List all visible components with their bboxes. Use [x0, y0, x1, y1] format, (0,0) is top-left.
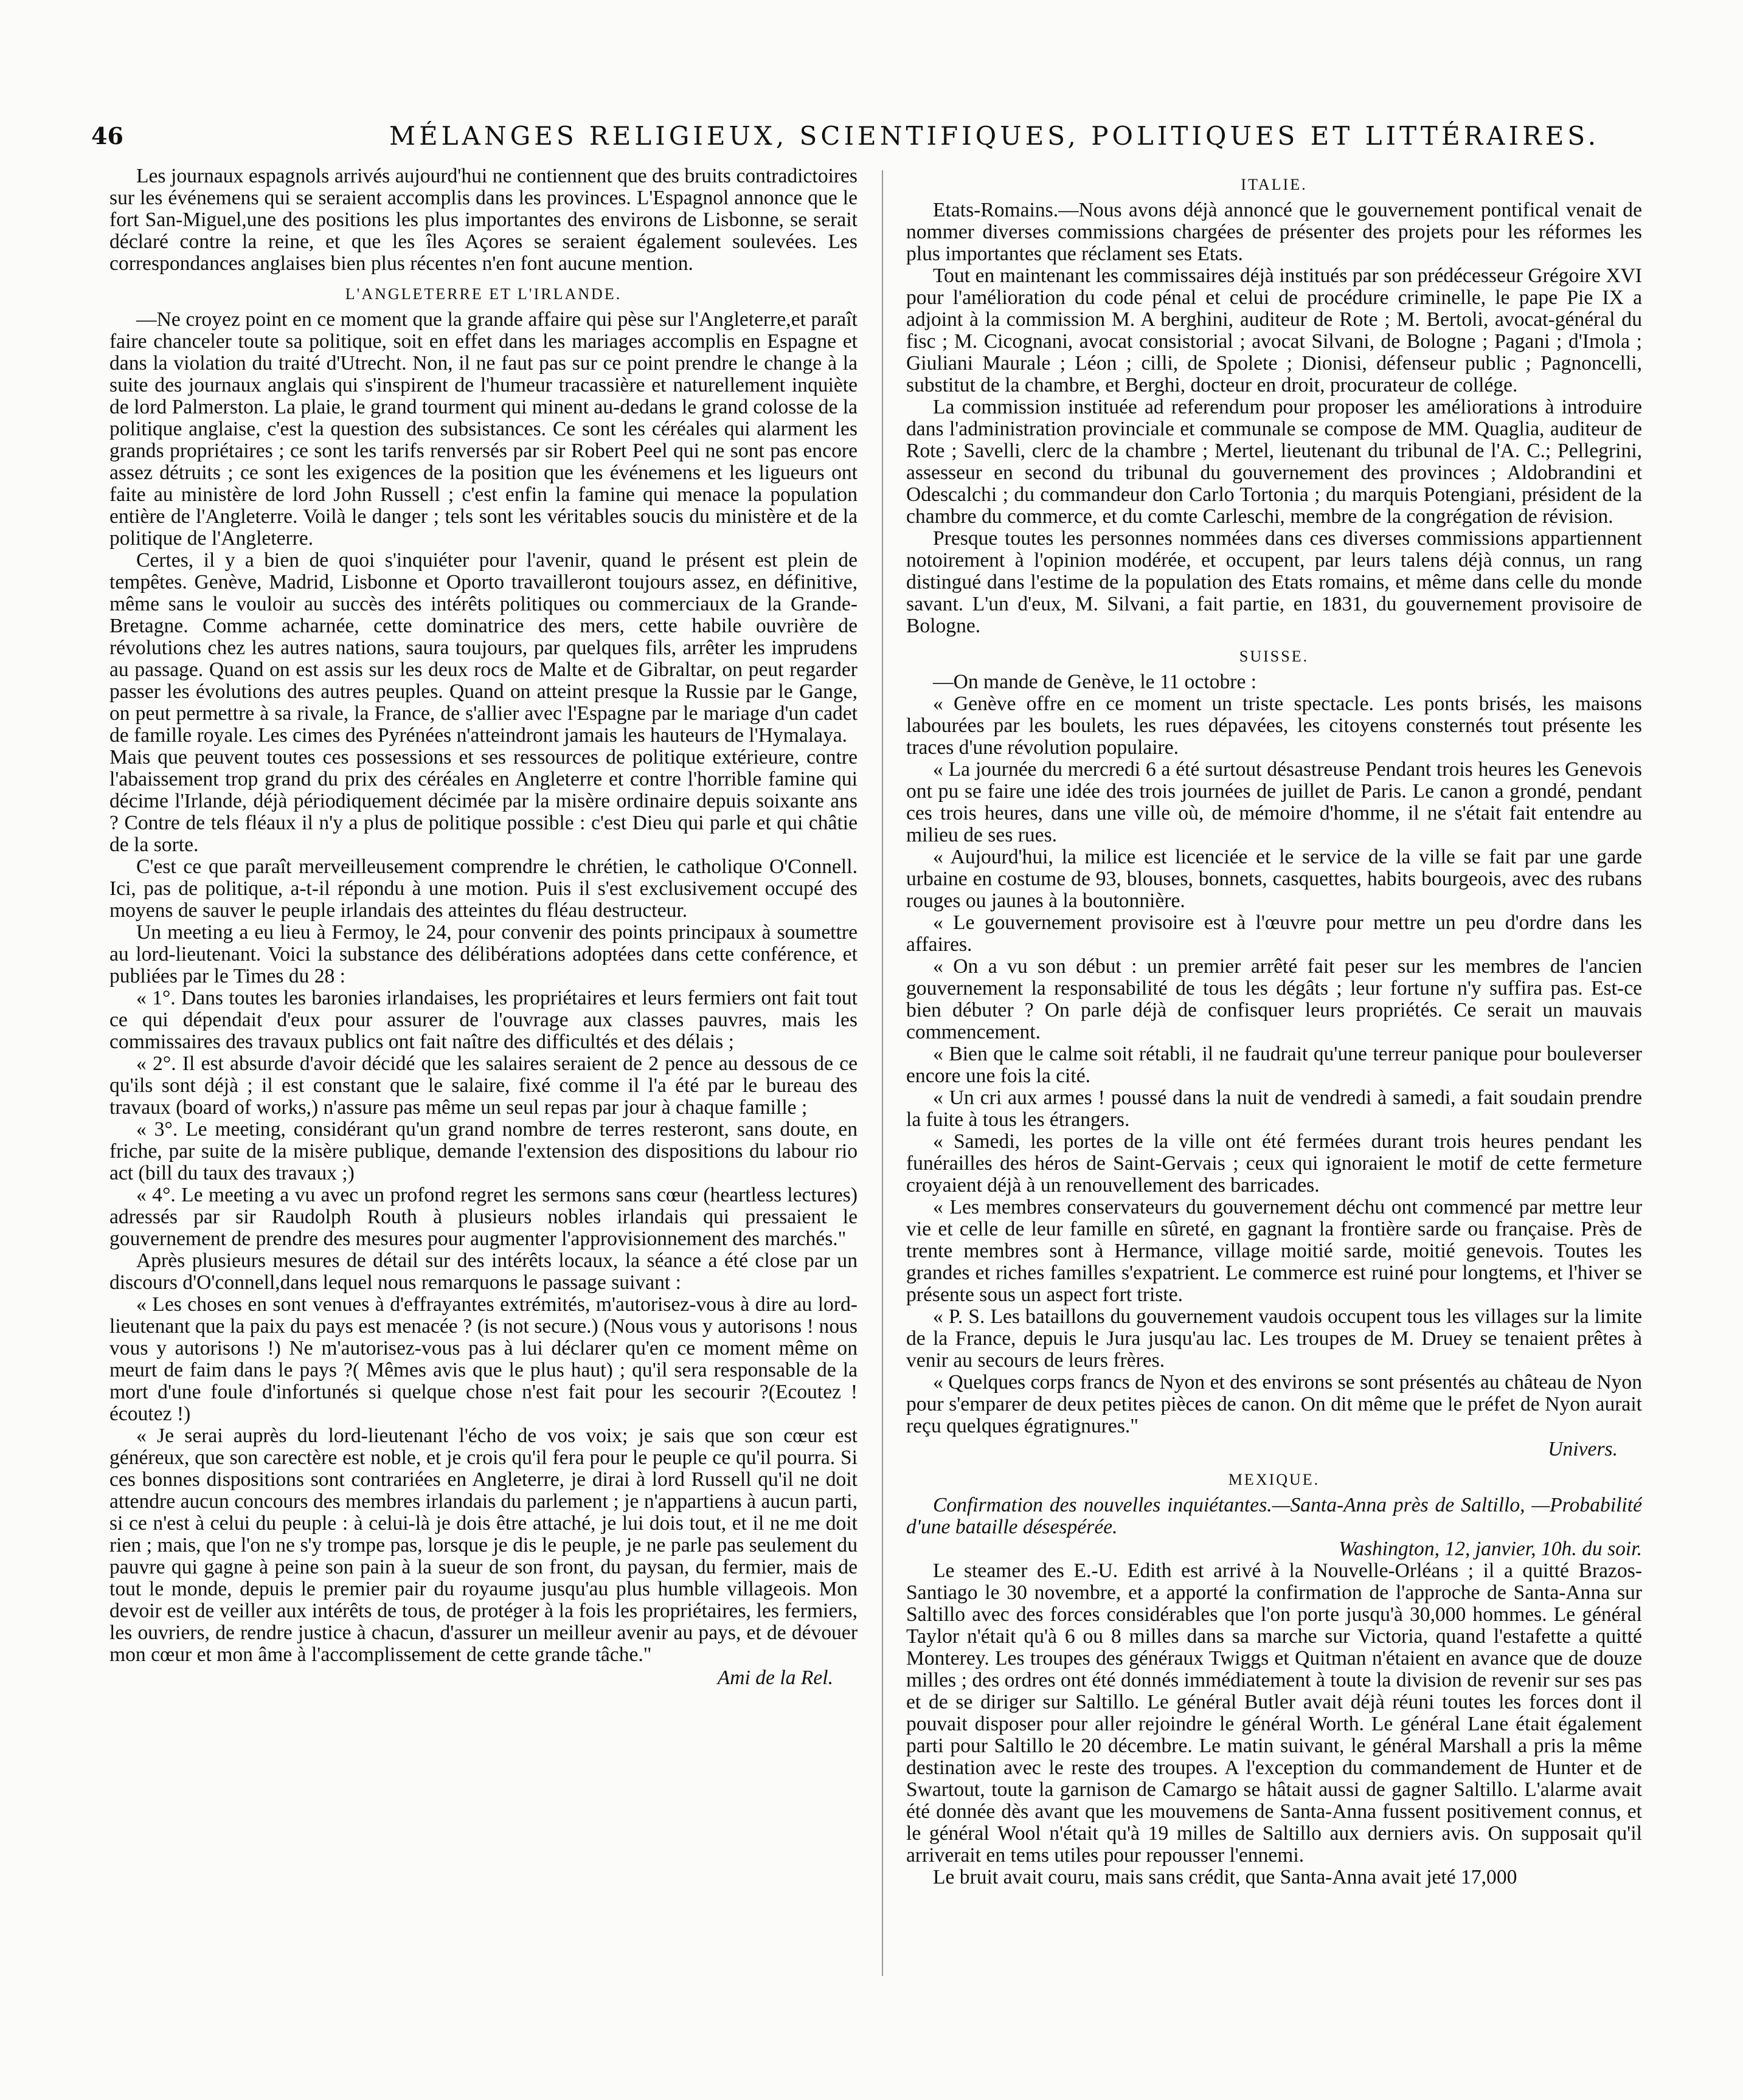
- article-paragraph: Un meeting a eu lieu à Fermoy, le 24, pour convenir des points principaux à soumettre au lord-lieutenant. Voici la substance des délibérations adoptées dans cette conférence, et publiées par le Times du 28 :: [109, 921, 858, 987]
- article-paragraph: Le steamer des E.-U. Edith est arrivé à la Nouvelle-Orléans ; il a quitté Brazos-Santiago le 30 novembre, et a apporté la confirmation de l'approche de Santa-Anna sur Saltillo avec des forces considérables que l'on porte jusqu'à 30,000 hommes. Le général Taylor n'était qu'à 6 ou 8 milles dans sa marche sur Victoria, quand l'estafette a quitté Monterey. Les troupes des généraux Twiggs et Quitman n'étaient en avance que de douze milles ; des ordres ont été donnés immédiatement à toute la division de revenir sur ses pas et de se diriger sur Saltillo. Le général Butler avait déjà réuni toutes les forces dont il pouvait disposer pour aller rejoindre le général Worth. Le général Lane était également parti pour Saltillo le 20 décembre. Le matin suivant, le général Marshall a pris la même destination avec le reste des troupes. A l'exception du commandement de Hunter et de Swartout, toute la garnison de Camargo se hâtait aussi de gagner Saltillo. L'alarme avait été donnée dès avant que les mouvemens de Santa-Anna fussent positivement connus, et le général Wool n'était qu'à 19 milles de Saltillo aux derniers avis. On supposait qu'il arriverait en tems utiles pour repousser l'ennemi.: [906, 1559, 1642, 1867]
- article-paragraph: « 3°. Le meeting, considérant qu'un grand nombre de terres resteront, sans doute, en friche, par suite de la misère publique, demande l'extension des dispositions du labour rio act (bill du taux des travaux ;): [109, 1118, 858, 1184]
- article-paragraph: « 2°. Il est absurde d'avoir décidé que les salaires seraient de 2 pence au dessous de ce qu'ils sont déjà ; il est constant que le salaire, fixé comme il l'a été par le bureau des travaux (board of works,) n'assure pas même un seul repas par jour à chaque famille ;: [109, 1052, 858, 1119]
- article-paragraph: « Un cri aux armes ! poussé dans la nuit de vendredi à samedi, a fait soudain prendre la fuite à tous les étrangers.: [906, 1086, 1642, 1131]
- article-paragraph: « On a vu son début : un premier arrêté fait peser sur les membres de l'ancien gouvernement la responsabilité de tous les dégâts ; leur fortune n'y suffira pas. Est-ce bien débuter ? On parle déjà de confisquer leurs propriétés. Ce serait un mauvais commencement.: [906, 955, 1642, 1043]
- section-heading-mexique: MEXIQUE.: [1228, 1471, 1320, 1488]
- article-paragraph: « 4°. Le meeting a vu avec un profond regret les sermons sans cœur (heartless lectures) adressés par sir Raudolph Routh à plusieurs nobles irlandais qui pressaient le gouvernement de prendre des mesures pour augmenter l'approvisionnement des marchés.": [109, 1184, 858, 1250]
- article-paragraph: —Ne croyez point en ce moment que la grande affaire qui pèse sur l'Angleterre,et paraît faire chanceler toute sa politique, soit en effet dans les mariages accomplis en Espagne et dans la violation du traité d'Utrecht. Non, il ne faut pas sur ce point prendre le change à la suite des journaux anglais qui s'inspirent de l'humeur tracassière et naturellement inquiète de lord Palmerston. La plaie, le grand tourment qui minent au-dedans le grand colosse de la politique anglaise, c'est la question des subsistances. Ce sont les céréales qui alarment les grands propriétaires ; ce sont les tarifs renversés par sir Robert Peel qui ne sont pas encore assez détruits ; ce sont les exigences de la position que les événemens et les ligueurs ont faite au ministère de lord John Russell ; c'est enfin la famine qui menace la population entière de l'Angleterre. Voilà le danger ; tels sont les véritables soucis du ministère et de la politique de l'Angleterre.: [109, 308, 858, 550]
- article-paragraph: « Samedi, les portes de la ville ont été fermées durant trois heures pendant les funérailles des héros de Saint-Gervais ; ceux qui ignoraient le motif de cette fermeture croyaient déjà à un renouvellement des barricades.: [906, 1130, 1642, 1197]
- article-paragraph: Tout en maintenant les commissaires déjà institués par son prédécesseur Grégoire XVI pour l'amélioration du code pénal et celui de procédure criminelle, le pape Pie IX a adjoint à la commission M. A berghini, auditeur de Rote ; M. Bertoli, avocat-général du fisc ; M. Cicognani, avocat consistorial ; avocat Silvani, de Bologne ; Pagani ; d'Imola ; Giuliani Maurale ; Léon ; cilli, de Spolete ; Dionisi, défenseur public ; Pagnoncelli, substitut de la chambre, et Berghi, docteur en droit, procurateur de collége.: [906, 264, 1642, 396]
- article-paragraph: Etats-Romains.—Nous avons déjà annoncé que le gouvernement pontifical venait de nommer diverses commissions chargées de présenter des projets pour les réformes les plus importantes que réclament ses Etats.: [906, 199, 1642, 265]
- article-paragraph: « Le gouvernement provisoire est à l'œuvre pour mettre un peu d'ordre dans les affaires.: [906, 911, 1642, 956]
- article-paragraph: « Je serai auprès du lord-lieutenant l'écho de vos voix; je sais que son cœur est généreux, que son carectère est noble, et je crois qu'il fera pour le peuple ce qu'il pourra. Si ces bonnes dispositions sont contrariées en Angleterre, je dirai à lord Russell qu'il ne doit attendre aucun concours des membres irlandais du parlement ; je n'appartiens à aucun parti, si ce n'est à celui du peuple : à celui-là je dois être attaché, je lui dois tout, et il ne me doit rien ; mais, que l'on ne s'y trompe pas, lorsque je dis le peuple, je ne parle pas seulement du pauvre qui gagne à peine son pain à la sueur de son front, du paysan, du fermier, mais de tout le monde, depuis le premier pair du royaume jusqu'au plus humble villageois. Mon devoir est de veiller aux intérêts de tous, de protéger à la fois les propriétaires, les fermiers, les ouvriers, de rendre justice à chacun, d'assurer un meilleur avenir au pays, et de dévouer mon cœur et mon âme à l'accomplissement de cette grande tâche.": [109, 1425, 858, 1666]
- article-subheading: Confirmation des nouvelles inquiétantes.—Santa-Anna près de Saltillo, —Probabilité d'une bataille désespérée.: [906, 1494, 1642, 1538]
- article-paragraph: « 1°. Dans toutes les baronies irlandaises, les propriétaires et leurs fermiers ont fait tout ce qui dépendait d'eux pour assurer de l'ouvrage aux classes pauvres, mais les commissaires des travaux publics ont fait naître des difficultés et des délais ;: [109, 987, 858, 1053]
- article-paragraph: « P. S. Les bataillons du gouvernement vaudois occupent tous les villages sur la limite de la France, depuis le Jura jusqu'au lac. Les troupes de M. Druey se tenaient prêtes à venir au secours de leurs frères.: [906, 1305, 1642, 1372]
- article-paragraph: —On mande de Genève, le 11 octobre :: [933, 671, 1257, 693]
- article-paragraph: Après plusieurs mesures de détail sur des intérêts locaux, la séance a été close par un discours d'O'connell,dans lequel nous remarquons le passage suivant :: [109, 1249, 858, 1294]
- article-dateline: Washington, 12, janvier, 10h. du soir.: [1339, 1538, 1642, 1560]
- article-paragraph: La commission instituée ad referendum pour proposer les améliorations à introduire dans l'administration provinciale et communale se compose de MM. Quaglia, auditeur de Rote ; Savelli, clerc de la chambre ; Mertel, lieutenant du tribunal de l'A. C.; Pellegrini, assesseur en second du tribunal du gouvernement des provinces ; Aldobrandini et Odescalchi ; du commandeur don Carlo Tortonia ; du marquis Potengiani, président de la chambre du commerce, et du comte Carleschi, membre de la congrégation de révision.: [906, 396, 1642, 528]
- article-signature: Ami de la Rel.: [717, 1667, 833, 1689]
- page-number: 46: [91, 122, 123, 150]
- article-paragraph: « Aujourd'hui, la milice est licenciée et le service de la ville se fait par une garde urbaine en costume de 93, blouses, bonnets, casquettes, habits bourgeois, avec des rubans rouges ou jaunes à la boutonnière.: [906, 846, 1642, 912]
- article-paragraph: « La journée du mercredi 6 a été surtout désastreuse Pendant trois heures les Genevois ont pu se faire une idée des trois journées de juillet de Paris. Le canon a grondé, pendant ces trois heures, dans une ville où, de mémoire d'homme, il ne s'était fait entendre au milieu de ses rues.: [906, 758, 1642, 846]
- article-paragraph: « Genève offre en ce moment un triste spectacle. Les ponts brisés, les maisons labourées par les boulets, les rues dépavées, les citoyens consternés tout présente les traces d'une révolution populaire.: [906, 693, 1642, 759]
- article-paragraph: Presque toutes les personnes nommées dans ces diverses commissions appartiennent notoirement à l'opinion modérée, et occupent, par leurs talens déjà connus, un rang distingué dans l'estime de la population des Etats romains, et même dans celle du monde savant. L'un d'eux, M. Silvani, a fait partie, en 1831, du gouvernement provisoire de Bologne.: [906, 527, 1642, 637]
- article-paragraph: « Les choses en sont venues à d'effrayantes extrémités, m'autorisez-vous à dire au lord-lieutenant que la paix du pays est menacée ? (is not secure.) (Nous vous y autorisons ! nous vous y autorisons !) Ne m'autorisez-vous pas à lui déclarer qu'en ce moment même on meurt de faim dans le pays ?( Mêmes avis que le plus haut) ; qu'il sera responsable de la mort d'une foule d'infortunés si quelque chose n'est fait pour les secourir ?(Ecoutez ! écoutez !): [109, 1293, 858, 1425]
- intro-paragraph: Les journaux espagnols arrivés aujourd'hui ne contiennent que des bruits contradictoires sur les événemens qui se seraient accomplis dans les provinces. L'Espagnol annonce que le fort San-Miguel,une des positions les plus importantes des environs de Lisbonne, se serait déclaré contre la reine, et que les îles Açores se seraient également soulevées. Les correspondances anglaises bien plus récentes n'en font aucune mention.: [109, 165, 858, 275]
- page-header: [91, 119, 1660, 161]
- article-paragraph: Le bruit avait couru, mais sans crédit, que Santa-Anna avait jeté 17,000: [933, 1866, 1517, 1888]
- section-heading-suisse: SUISSE.: [1239, 648, 1309, 665]
- running-title: MÉLANGES RELIGIEUX, SCIENTIFIQUES, POLITIQUES ET LITTÉRAIRES.: [389, 121, 1600, 151]
- right-column: [906, 165, 1642, 1989]
- article-paragraph: Mais que peuvent toutes ces possessions et ses ressources de politique extérieure, contre l'abaissement trop grand du prix des céréales en Angleterre et contre l'horrible famine qui décime l'Irlande, déjà périodiquement décimée par la misère ordinaire depuis soixante ans ? Contre de tels fléaux il n'y a plus de politique possible : c'est Dieu qui parle et qui châtie de la sorte.: [109, 746, 858, 856]
- left-column: [109, 165, 858, 1989]
- article-paragraph: Certes, il y a bien de quoi s'inquiéter pour l'avenir, quand le présent est plein de tempêtes. Genève, Madrid, Lisbonne et Oporto travailleront toujours assez, en définitive, même sans le vouloir au succès des intérêts politiques ou commerciaux de la Grande-Bretagne. Comme acharnée, cette dominatrice des mers, cette habile ouvrière de révolutions chez les autres nations, saura toujours, par quelques fils, arrêter les imprudens au passage. Quand on est assis sur les deux rocs de Malte et de Gibraltar, on peut regarder passer les évolutions des autres peuples. Quand on atteint presque la Russie par le Gange, on peut permettre à sa rivale, la France, de s'allier avec l'Espagne par le mariage d'un cadet de famille royale. Les cimes des Pyrénées n'atteindront jamais les hauteurs de l'Hymalaya.: [109, 549, 858, 747]
- section-heading-italie: ITALIE.: [1241, 176, 1308, 193]
- section-heading-angleterre: L'ANGLETERRE ET L'IRLANDE.: [345, 285, 622, 303]
- column-divider: [882, 170, 883, 1976]
- article-paragraph: C'est ce que paraît merveilleusement comprendre le chrétien, le catholique O'Connell. Ici, pas de politique, a-t-il répondu à une motion. Puis il s'est exclusivement occupé des moyens de sauver le peuple irlandais des atteintes du fléau destructeur.: [109, 855, 858, 922]
- article-paragraph: « Bien que le calme soit rétabli, il ne faudrait qu'une terreur panique pour bouleverser encore une fois la cité.: [906, 1043, 1642, 1087]
- article-paragraph: « Quelques corps francs de Nyon et des environs se sont présentés au château de Nyon pour s'emparer de deux petites pièces de canon. On dit même que le préfet de Nyon aurait reçu quelques égratignures.": [906, 1371, 1642, 1437]
- article-paragraph: « Les membres conservateurs du gouvernement déchu ont commencé par mettre leur vie et celle de leur famille en sûreté, en gagnant la frontière sarde ou française. Près de trente membres sont à Hermance, village moitié sarde, moitié genevois. Toutes les grandes et riches familles s'expatrient. Le commerce est ruiné pour longtems, et l'hiver se présente sous un aspect fort triste.: [906, 1196, 1642, 1306]
- article-signature: Univers.: [1548, 1438, 1618, 1460]
